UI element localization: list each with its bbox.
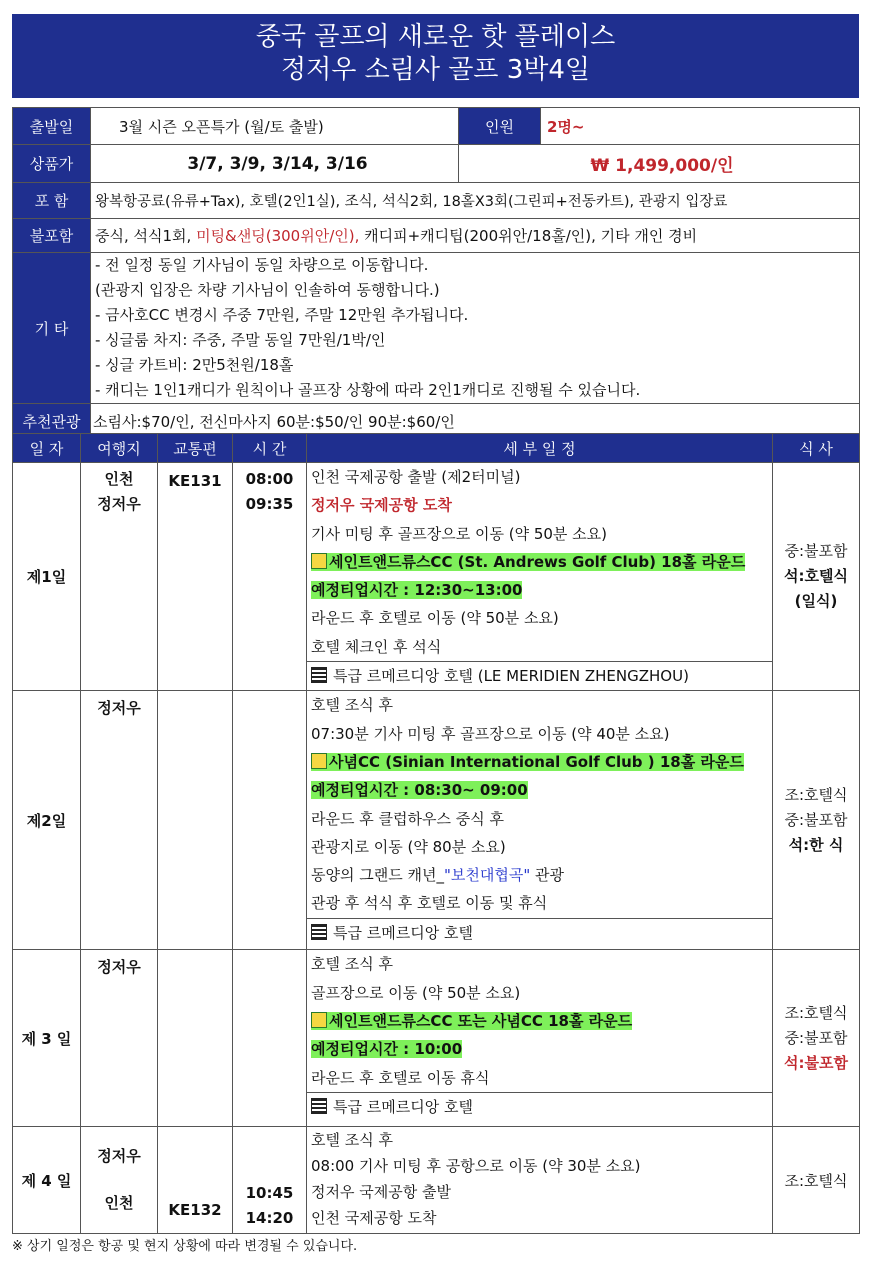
meal: (일식) [794,592,838,611]
day-3-row [13,950,860,1127]
meal: 조:호텔식 [784,785,848,804]
etc-line: - 캐디는 1인1캐디가 원칙이나 골프장 상황에 따라 2인1캐디로 진행될 수 있습니다. [95,381,641,399]
hotel-name: 특급 르메르디앙 호텔 [333,923,473,942]
detail-line [307,748,772,776]
includes-label: 포 함 [13,183,91,219]
time: 10:45 [245,1184,294,1203]
canyon-tour: 관광 [530,866,564,885]
header-day: 일 자 [13,434,81,463]
detail-line: 08:00 기사 미팅 후 공항으로 이동 (약 30분 소요) [311,1157,641,1176]
day-2-row [13,691,860,950]
etc-notes [91,253,860,404]
meal: 중:불포함 [784,1028,848,1047]
day-1-meals [773,463,860,691]
place: 인천 [104,470,134,488]
day-3-meals [773,950,860,1127]
departure-dates: 3/7, 3/9, 3/14, 3/16 [91,145,459,183]
day-3-flight [158,950,233,1127]
people-value: 2명~ [541,108,860,145]
day-4-places [81,1127,158,1234]
day-2-flight [158,691,233,950]
day-2-place: 정저우 [81,691,158,950]
detail-line: 관광 후 석식 후 호텔로 이동 및 휴식 [311,894,548,913]
golf-round: 세인트앤드류스CC 또는 사념CC 18홀 라운드 [329,1011,633,1030]
detail-line [307,861,772,889]
golf-round: 사념CC (Sinian International Golf Club ) 18홀 라운드 [329,752,744,771]
etc-line: - 싱글 카트비: 2만5천원/18홀 [95,356,294,374]
detail-line [307,576,772,604]
detail-line: 골프장으로 이동 (약 50분 소요) [311,983,521,1002]
tee-time: 예정티업시간 : 10:00 [311,1040,463,1059]
title-line-2: 정저우 소림사 골프 3박4일 [280,55,591,85]
header-place: 여행지 [81,434,158,463]
hotel-name: 특급 르메르디앙 호텔 [333,1097,473,1116]
golf-flag-icon [311,553,327,569]
detail-line: 인천 국제공항 도착 [311,1209,437,1228]
hotel-icon [311,924,327,940]
detail-line: 기사 미팅 후 골프장으로 이동 (약 50분 소요) [311,524,608,543]
day-4-flight: KE132 [158,1127,233,1234]
product-label: 상품가 [13,145,91,183]
meal: 석:한 식 [788,835,844,854]
day-4-row [13,1127,860,1234]
golf-flag-icon [311,1012,327,1028]
canyon-text: 동양의 그랜드 캐년_ [311,866,444,885]
header-detail: 세 부 일 정 [307,434,773,463]
day-3-label: 제 3 일 [13,950,81,1127]
etc-line: - 전 일정 동일 기사님이 동일 차량으로 이동합니다. [95,256,429,274]
hotel-line [307,918,772,947]
detail-line: 라운드 후 호텔로 이동 휴식 [311,1068,490,1087]
day-1-row [13,463,860,691]
detail-line: 07:30분 기사 미팅 후 골프장으로 이동 (약 40분 소요) [311,724,670,743]
canyon-name: "보천대협곡" [443,866,531,885]
meal: 중:불포함 [784,810,848,829]
price: ₩ 1,499,000/인 [459,145,860,183]
day-2-label: 제2일 [13,691,81,950]
header-time: 시 간 [233,434,307,463]
info-table [12,107,860,440]
detail-line: 호텔 조식 후 [311,696,393,715]
day-4-meals: 조:호텔식 [773,1127,860,1234]
hotel-icon [311,1098,327,1114]
etc-line: - 금사호CC 변경시 주중 7만원, 주말 12만원 추가됩니다. [95,306,469,324]
day-3-details [307,950,773,1127]
day-4-label: 제 4 일 [13,1127,81,1234]
day-2-times [233,691,307,950]
day-1-label: 제1일 [13,463,81,691]
detail-line [307,548,772,576]
hotel-line [307,1092,772,1121]
detail-line: 라운드 후 클럽하우스 중식 후 [311,809,504,828]
day-4-times [233,1127,307,1234]
meal: 석:불포함 [784,1053,848,1072]
detail-line: 정저우 국제공항 도착 [311,496,452,515]
golf-flag-icon [311,753,327,769]
place: 정저우 [97,1147,141,1166]
etc-line: - 싱글룸 차지: 주중, 주말 동일 7만원/1박/인 [95,331,386,349]
day-2-details [307,691,773,950]
excludes-text-2: 캐디피+캐디팁(200위안/18홀/인), 기타 개인 경비 [359,227,698,245]
detail-line: 정저우 국제공항 출발 [311,1183,451,1202]
people-label: 인원 [459,108,541,145]
day-1-details [307,463,773,691]
recommend-label: 추천관광 [13,404,91,440]
detail-line [307,1035,772,1063]
place: 정저우 [97,495,141,513]
detail-line [307,776,772,804]
time: 09:35 [245,495,294,513]
day-3-place: 정저우 [81,950,158,1127]
time: 08:00 [245,470,294,488]
title-line-1: 중국 골프의 새로운 핫 플레이스 [255,22,616,52]
includes-value: 왕복항공료(유류+Tax), 호텔(2인1실), 조식, 석식2회, 18홀X3회(그린피+전동카트), 관광지 입장료 [91,183,860,219]
excludes-text-1: 중식, 석식1회, [95,227,197,245]
place: 인천 [104,1194,134,1213]
day-1-flight: KE131 [158,463,233,691]
detail-line: 호텔 체크인 후 석식 [311,637,442,656]
day-3-times [233,950,307,1127]
golf-round: 세인트앤드류스CC (St. Andrews Golf Club) 18홀 라운드 [329,552,746,571]
etc-line: (관광지 입장은 차량 기사님이 인솔하여 동행합니다.) [95,281,440,299]
hotel-icon [311,667,327,683]
footnote: ※ 상기 일정은 항공 및 현지 상황에 따라 변경될 수 있습니다. [12,1239,358,1254]
tee-time: 예정티업시간 : 08:30~ 09:00 [311,781,528,800]
detail-line: 관광지로 이동 (약 80분 소요) [311,837,506,856]
departure-value: 3월 시즌 오픈특가 (월/토 출발) [91,108,459,145]
detail-line: 라운드 후 호텔로 이동 (약 50분 소요) [311,609,559,628]
detail-line: 호텔 조식 후 [311,1131,393,1150]
title-banner [12,14,859,98]
detail-line: 인천 국제공항 출발 (제2터미널) [311,468,521,486]
schedule-table [12,433,860,1234]
excludes-value [91,219,860,253]
day-2-meals [773,691,860,950]
departure-label: 출발일 [13,108,91,145]
recommend-value: 소림사:$70/인, 전신마사지 60분:$50/인 90분:$60/인 [91,404,860,440]
meal: 조:호텔식 [784,1003,848,1022]
header-meal: 식 사 [773,434,860,463]
meal: 중:불포함 [784,542,848,561]
day-4-details [307,1127,773,1234]
day-1-times [233,463,307,691]
time: 14:20 [245,1209,294,1228]
etc-label: 기 타 [13,253,91,404]
detail-line [307,1007,772,1035]
day-1-places [81,463,158,691]
detail-line: 호텔 조식 후 [311,955,393,974]
meal: 석:호텔식 [784,567,848,586]
hotel-name: 특급 르메르디앙 호텔 (LE MERIDIEN ZHENGZHOU) [333,667,689,686]
tee-time: 예정티업시간 : 12:30~13:00 [311,581,523,600]
hotel-line [307,661,772,690]
header-transport: 교통편 [158,434,233,463]
excludes-meeting-fee: 미팅&샌딩(300위안/인), [196,227,360,245]
excludes-label: 불포함 [13,219,91,253]
